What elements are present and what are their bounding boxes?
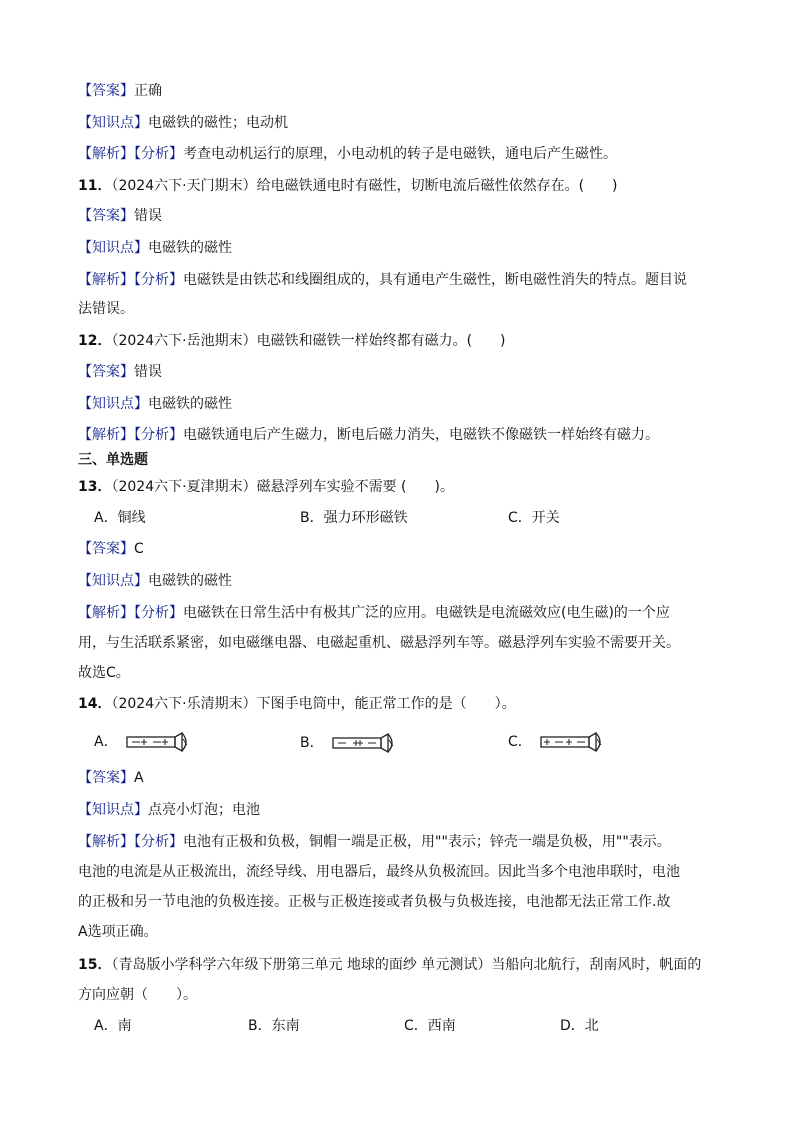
q14-analysis-line-3 bbox=[78, 892, 724, 912]
q15-stem-line-1 bbox=[78, 955, 724, 975]
q12-knowledge: 电磁铁的磁性 bbox=[148, 396, 232, 412]
q15-option-c: C．西南 bbox=[404, 1018, 456, 1034]
q10-knowledge: 电磁铁的磁性；电动机 bbox=[148, 115, 288, 131]
q11-knowledge-line bbox=[78, 238, 724, 258]
q13-analysis-line-3 bbox=[78, 663, 724, 683]
q14-option-a bbox=[94, 731, 192, 753]
q10-answer: 正确 bbox=[134, 83, 162, 99]
q12-stem: 电磁铁和磁铁一样始终都有磁力。( ) bbox=[256, 333, 506, 349]
analysis-label: 【解析】【分析】 bbox=[78, 834, 183, 850]
q11-source: （2024六下·天门期末） bbox=[111, 178, 257, 194]
knowledge-label: 【知识点】 bbox=[78, 115, 148, 131]
q14-knowledge-line bbox=[78, 800, 724, 820]
q10-answer-line bbox=[78, 81, 724, 101]
q14-analysis-3: 的正极和另一节电池的负极连接。正极与正极连接或者负极与负极连接，电池都无法正常工作.故 bbox=[78, 894, 671, 910]
q14-answer: A bbox=[134, 770, 144, 786]
flashlight-a-image bbox=[126, 731, 192, 753]
q11-analysis-2: 法错误。 bbox=[78, 301, 134, 317]
analysis-label: 【解析】【分析】 bbox=[78, 427, 183, 443]
q13-option-c: C．开关 bbox=[508, 510, 560, 526]
q14-analysis-line-1 bbox=[78, 832, 724, 852]
q15-source: （青岛版小学科学六年级下册第三单元 地球的面纱 单元测试） bbox=[111, 957, 492, 973]
q13-option-a: A．铜线 bbox=[94, 510, 146, 526]
answer-label: 【答案】 bbox=[78, 83, 134, 99]
q13-source: （2024六下·夏津期末） bbox=[111, 479, 257, 495]
knowledge-label: 【知识点】 bbox=[78, 396, 148, 412]
knowledge-label: 【知识点】 bbox=[78, 240, 148, 256]
q14-option-b-label: B． bbox=[300, 735, 324, 751]
analysis-label: 【解析】【分析】 bbox=[78, 146, 183, 162]
q12-knowledge-line bbox=[78, 394, 724, 414]
q14-stem-line bbox=[78, 694, 724, 714]
q15-stem-2: 方向应朝（ ）。 bbox=[78, 987, 197, 1003]
answer-label: 【答案】 bbox=[78, 208, 134, 224]
q14-answer-line bbox=[78, 768, 724, 788]
q12-answer-line bbox=[78, 362, 724, 382]
q14-analysis-line-2 bbox=[78, 862, 724, 882]
q15-stem-1: 当船向北航行，刮南风时，帆面的 bbox=[491, 957, 702, 973]
q14-stem: 下图手电筒中，能正常工作的是（ ）。 bbox=[256, 696, 516, 712]
q14-knowledge: 点亮小灯泡；电池 bbox=[148, 802, 260, 818]
answer-label: 【答案】 bbox=[78, 364, 134, 380]
answer-label: 【答案】 bbox=[78, 770, 134, 786]
section-heading: 三、单选题 bbox=[78, 452, 148, 468]
q15-option-b: B．东南 bbox=[248, 1018, 300, 1034]
q15-option-a: A．南 bbox=[94, 1018, 132, 1034]
q14-analysis-1: 电池有正极和负极，铜帽一端是正极，用""表示；锌壳一端是负极，用""表示。 bbox=[183, 834, 671, 850]
q11-stem: 给电磁铁通电时有磁性，切断电流后磁性依然存在。( ) bbox=[256, 178, 618, 194]
knowledge-label: 【知识点】 bbox=[78, 802, 148, 818]
q15-stem-line-2 bbox=[78, 985, 724, 1005]
q13-knowledge-line bbox=[78, 571, 724, 591]
q14-source: （2024六下·乐清期末） bbox=[111, 696, 257, 712]
q14-option-b bbox=[300, 732, 398, 754]
q13-stem-line bbox=[78, 477, 724, 497]
q13-analysis-1: 电磁铁在日常生活中有极其广泛的应用。电磁铁是电流磁效应(电生磁)的一个应 bbox=[183, 605, 670, 621]
q13-answer-line bbox=[78, 539, 724, 559]
q13-number: 13． bbox=[78, 479, 112, 495]
q12-stem-line bbox=[78, 331, 724, 351]
flashlight-b-image bbox=[332, 732, 398, 754]
q12-analysis: 电磁铁通电后产生磁力，断电后磁力消失，电磁铁不像磁铁一样始终有磁力。 bbox=[183, 427, 659, 443]
q13-analysis-line-1 bbox=[78, 603, 724, 623]
q11-analysis-line-2 bbox=[78, 299, 724, 319]
q11-analysis-1: 电磁铁是由铁芯和线圈组成的，具有通电产生磁性，断电磁性消失的特点。题目说 bbox=[183, 272, 687, 288]
q13-analysis-line-2 bbox=[78, 633, 724, 653]
knowledge-label: 【知识点】 bbox=[78, 573, 148, 589]
q11-stem-line bbox=[78, 176, 724, 196]
q14-number: 14． bbox=[78, 696, 112, 712]
q14-option-a-label: A． bbox=[94, 734, 118, 750]
q13-analysis-3: 故选C。 bbox=[78, 665, 130, 681]
q14-option-c-label: C． bbox=[508, 734, 532, 750]
q14-analysis-line-4 bbox=[78, 922, 724, 942]
analysis-label: 【解析】【分析】 bbox=[78, 605, 183, 621]
q13-knowledge: 电磁铁的磁性 bbox=[148, 573, 232, 589]
q12-number: 12． bbox=[78, 333, 112, 349]
q11-number: 11． bbox=[78, 178, 112, 194]
q14-analysis-4: A选项正确。 bbox=[78, 924, 158, 940]
q11-analysis-line-1 bbox=[78, 270, 724, 290]
analysis-label: 【解析】【分析】 bbox=[78, 272, 183, 288]
q15-option-d: D．北 bbox=[560, 1018, 599, 1034]
q10-knowledge-line bbox=[78, 113, 724, 133]
q12-analysis-line bbox=[78, 425, 724, 445]
q11-answer-line bbox=[78, 206, 724, 226]
q11-answer: 错误 bbox=[134, 208, 162, 224]
q13-answer: C bbox=[134, 541, 144, 557]
flashlight-c-image bbox=[540, 731, 606, 753]
q14-option-c bbox=[508, 731, 606, 753]
q10-analysis-line bbox=[78, 144, 724, 164]
q13-option-b: B．强力环形磁铁 bbox=[300, 510, 408, 526]
q15-number: 15． bbox=[78, 957, 112, 973]
q11-knowledge: 电磁铁的磁性 bbox=[148, 240, 232, 256]
answer-label: 【答案】 bbox=[78, 541, 134, 557]
q13-analysis-2: 用，与生活联系紧密，如电磁继电器、电磁起重机、磁悬浮列车等。磁悬浮列车实验不需要开关。 bbox=[78, 635, 680, 651]
q14-analysis-2: 电池的电流是从正极流出，流经导线、用电器后，最终从负极流回。因此当多个电池串联时，电池 bbox=[78, 864, 680, 880]
q12-answer: 错误 bbox=[134, 364, 162, 380]
q13-stem: 磁悬浮列车实验不需要 ( )。 bbox=[256, 479, 454, 495]
q12-source: （2024六下·岳池期末） bbox=[111, 333, 257, 349]
q10-analysis: 考查电动机运行的原理，小电动机的转子是电磁铁，通电后产生磁性。 bbox=[183, 146, 617, 162]
